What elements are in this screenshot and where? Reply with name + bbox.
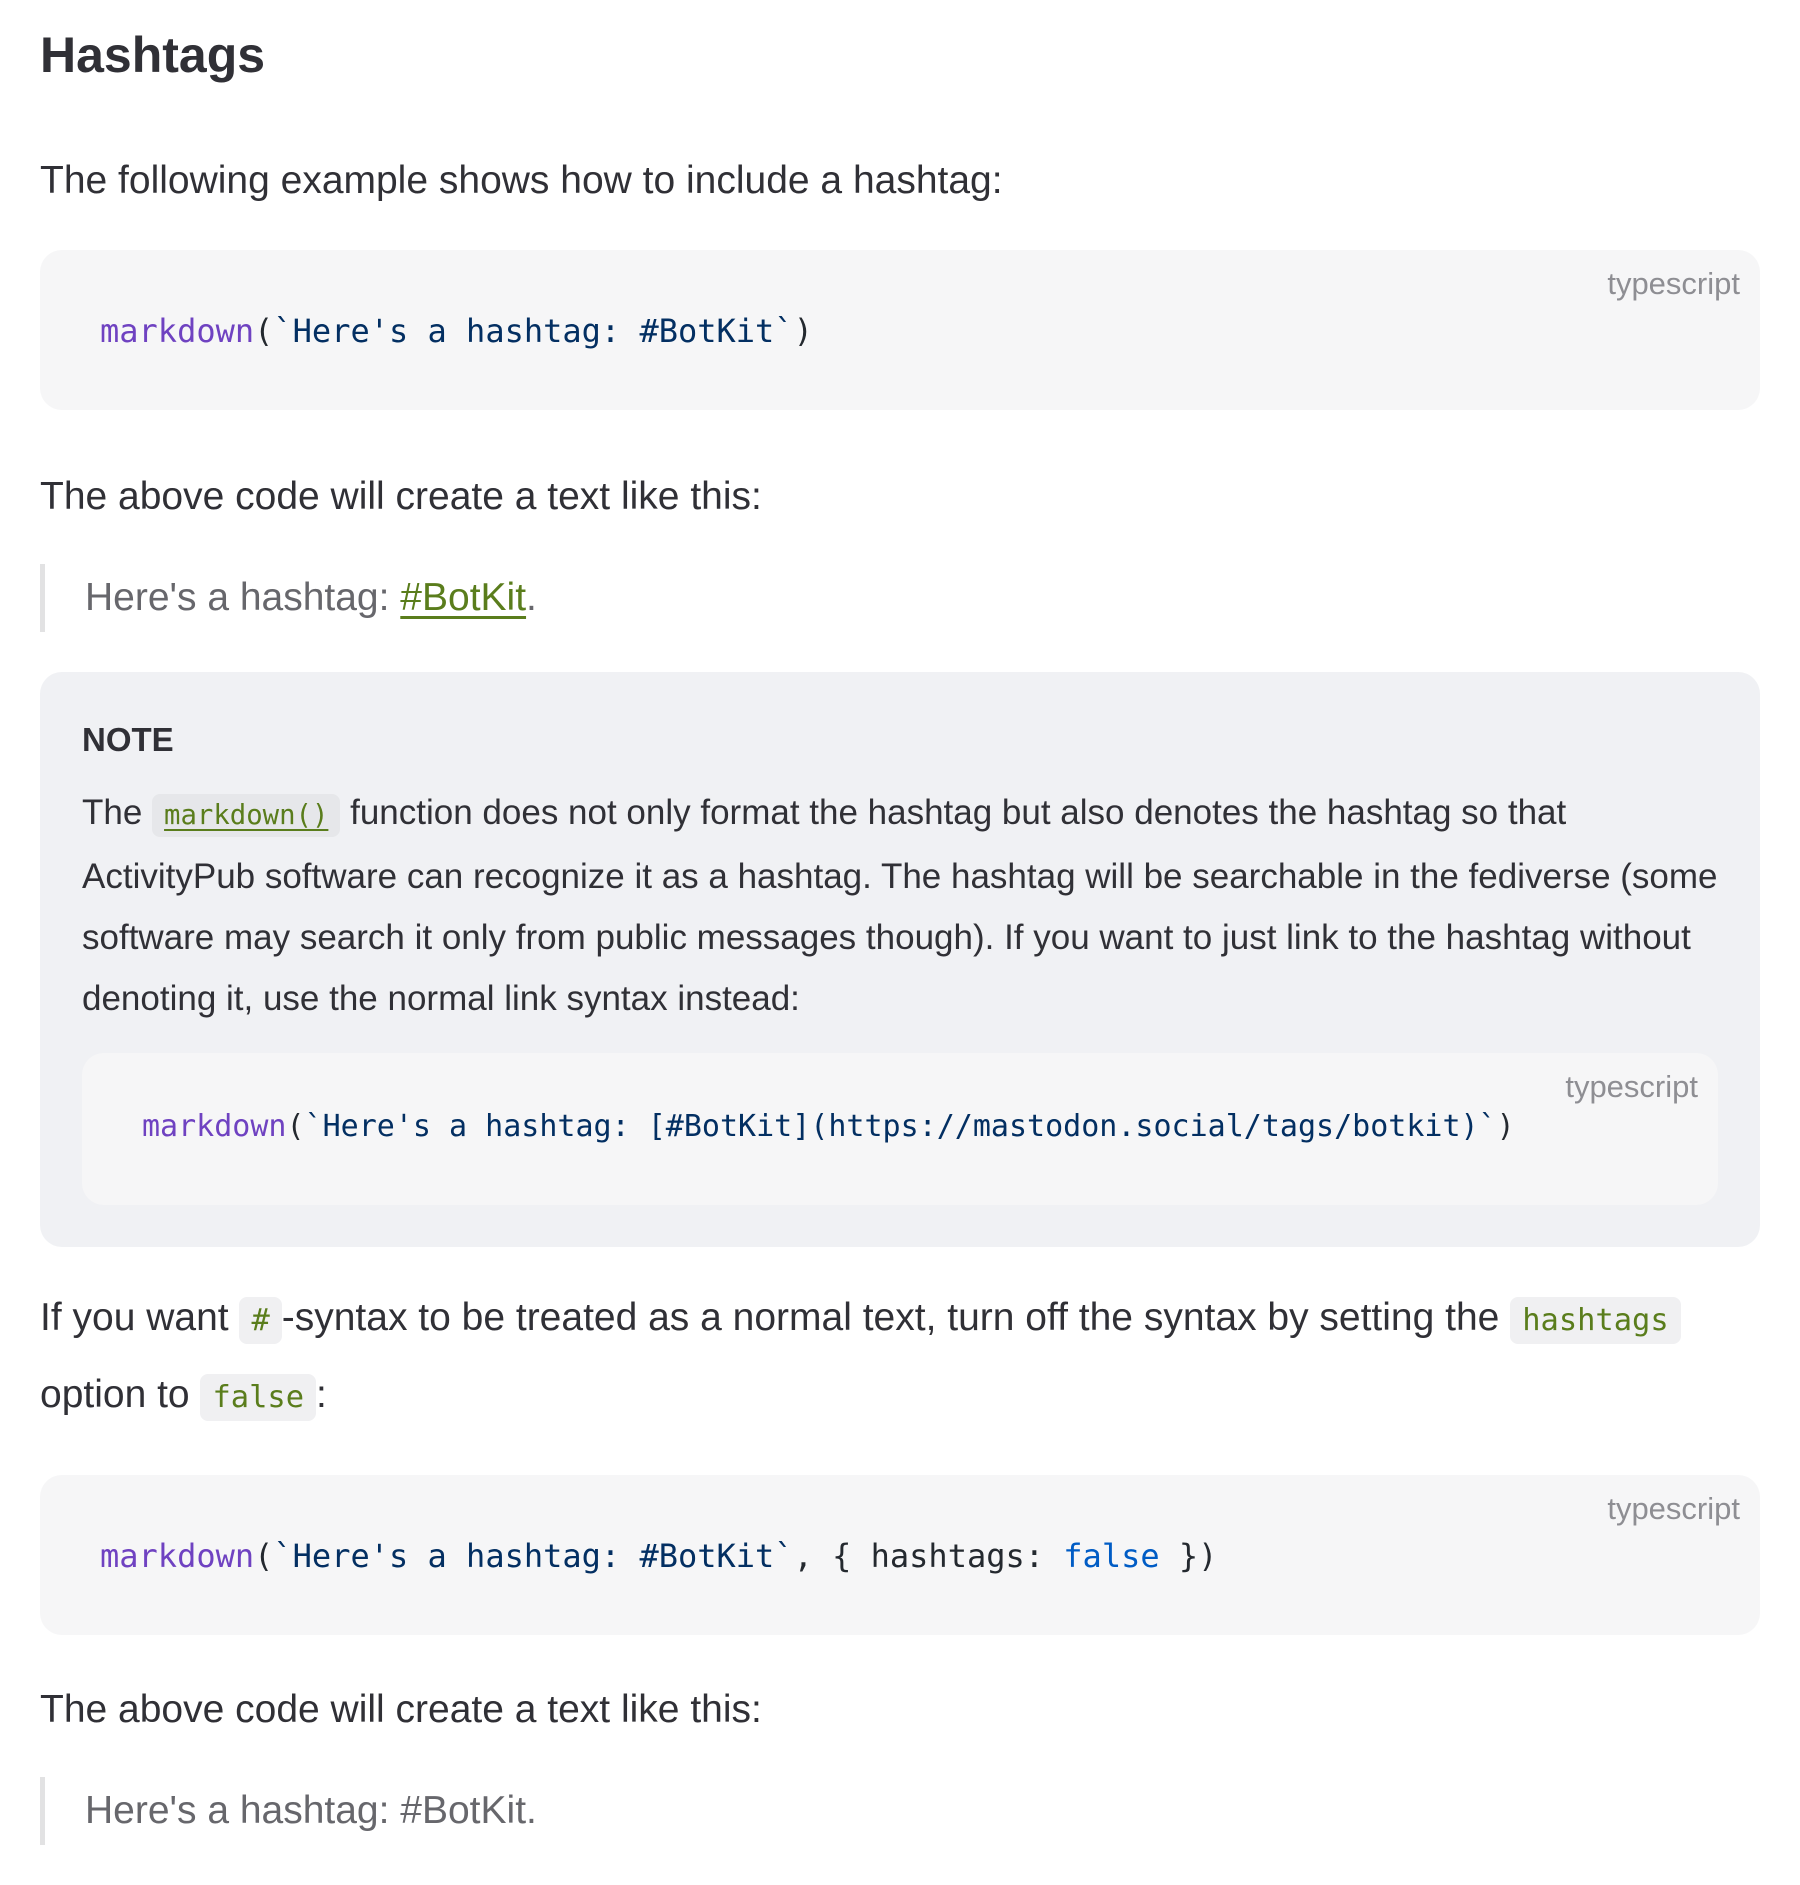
code-punct: (	[254, 1537, 274, 1575]
code-punct: })	[1159, 1537, 1218, 1575]
note-body	[82, 782, 1718, 1029]
code-line	[100, 312, 813, 350]
note-callout	[40, 672, 1760, 1247]
note-text: function does not only format the hashtag but also denotes the hashtag so that ActivityPub software can recognize it as a hashtag. The hashtag will be searchable in the fediverse (some software may search it only from public messages though). If you want to just link to the hashtag without denoting it, use the normal link syntax instead:	[82, 793, 1718, 1018]
code-keyword: false	[1063, 1537, 1160, 1575]
inline-code-false: false	[200, 1374, 316, 1421]
para-text: -syntax to be treated as a normal text, turn off the syntax by setting the	[281, 1296, 1511, 1339]
code-block-2[interactable]	[82, 1053, 1718, 1205]
code-lang-label: typescript	[1565, 1069, 1698, 1104]
code-string: `Here's a hashtag: #BotKit`	[273, 312, 794, 350]
option-paragraph	[40, 1281, 1760, 1435]
code-line	[100, 1537, 1217, 1575]
code-fn: markdown	[100, 1537, 255, 1575]
code-lang-label: typescript	[1607, 1491, 1740, 1526]
example-output-quote-2: Here's a hashtag: #BotKit.	[40, 1777, 1760, 1845]
result-label-1: The above code will create a text like this:	[40, 475, 762, 518]
code-string: `Here's a hashtag: #BotKit`	[273, 1537, 794, 1575]
code-punct: )	[1496, 1109, 1515, 1144]
inline-code-hashtags: hashtags	[1510, 1297, 1680, 1344]
quote-suffix: .	[526, 576, 537, 619]
markdown-fn-link[interactable]: markdown()	[152, 794, 340, 837]
code-punct: , { hashtags:	[793, 1537, 1064, 1575]
result-label-2: The above code will create a text like this:	[40, 1688, 762, 1731]
code-fn: markdown	[100, 312, 255, 350]
intro-paragraph: The following example shows how to include a hashtag:	[40, 159, 1003, 202]
code-punct: (	[286, 1109, 305, 1144]
para-text: :	[316, 1373, 327, 1416]
para-text: If you want	[40, 1296, 240, 1339]
quote-text: Here's a hashtag:	[85, 576, 401, 619]
inline-code-hash: #	[239, 1297, 281, 1344]
section-heading: Hashtags	[40, 27, 266, 83]
code-lang-label: typescript	[1607, 266, 1740, 301]
code-punct: (	[254, 312, 274, 350]
code-block-3[interactable]	[40, 1475, 1760, 1635]
code-line	[142, 1109, 1515, 1144]
hashtag-link[interactable]: #BotKit	[400, 576, 527, 619]
code-punct: )	[793, 312, 813, 350]
example-output-quote-1	[40, 564, 1760, 632]
note-text: The	[82, 793, 153, 832]
note-title: NOTE	[82, 721, 174, 758]
code-fn: markdown	[142, 1109, 287, 1144]
code-block-1[interactable]	[40, 250, 1760, 410]
code-string: `Here's a hashtag: [#BotKit](https://mastodon.social/tags/botkit)`	[304, 1109, 1497, 1144]
para-text: option to	[40, 1373, 201, 1416]
